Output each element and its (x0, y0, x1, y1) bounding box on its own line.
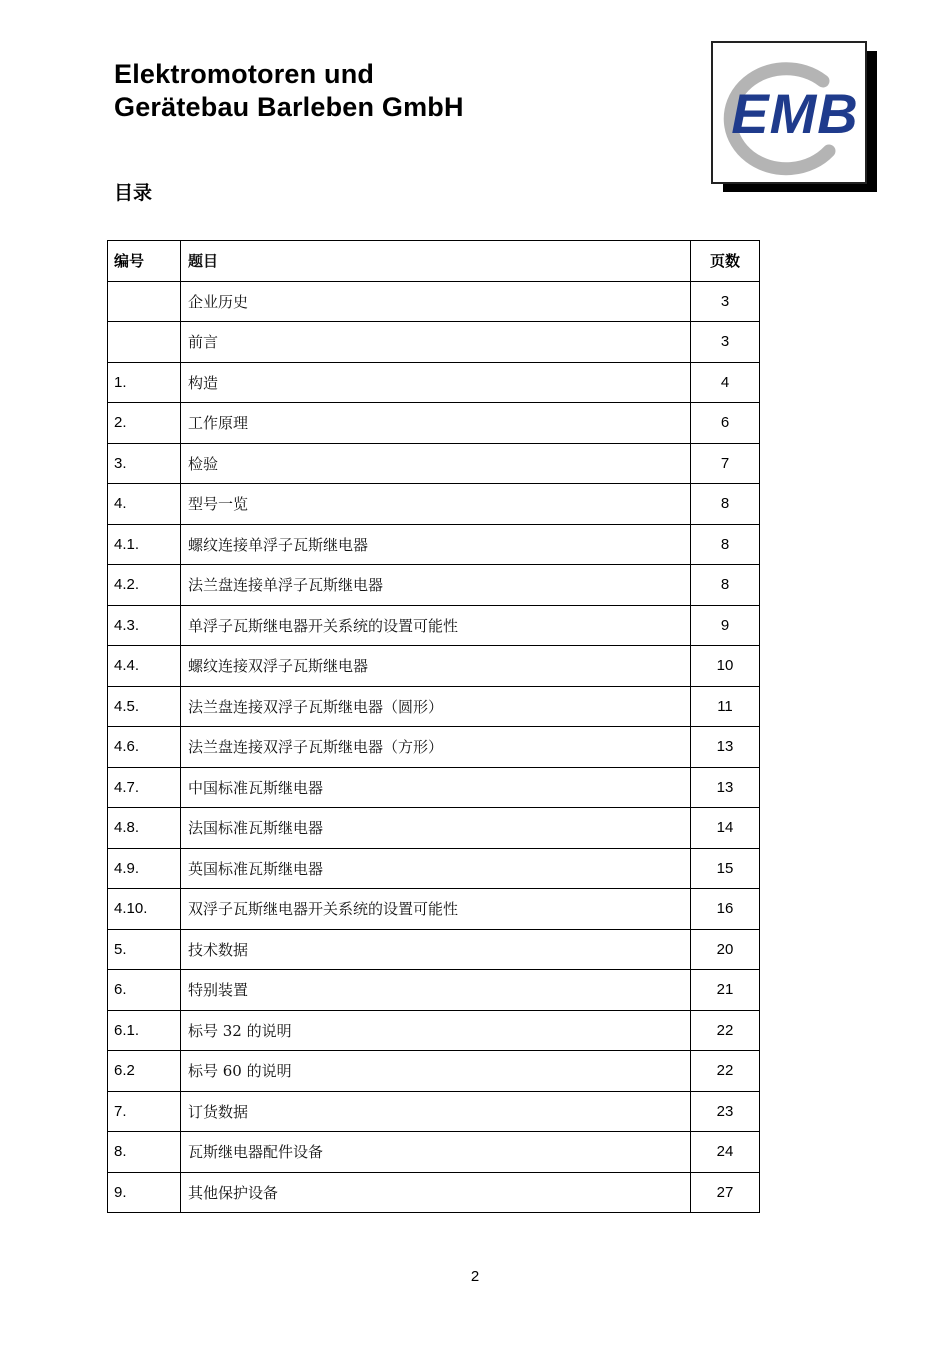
row-page: 22 (691, 1010, 760, 1051)
row-page: 13 (691, 767, 760, 808)
table-row (108, 970, 760, 1011)
row-number: 4.5. (108, 686, 181, 727)
toc-header-row (108, 241, 760, 282)
table-row (108, 1091, 760, 1132)
table-row (108, 1172, 760, 1213)
row-number: 4. (108, 484, 181, 525)
table-row (108, 1010, 760, 1051)
row-number: 4.4. (108, 646, 181, 687)
table-row (108, 524, 760, 565)
row-title: 特别装置 (181, 970, 691, 1011)
row-number: 4.9. (108, 848, 181, 889)
table-row (108, 929, 760, 970)
row-number: 4.7. (108, 767, 181, 808)
row-page: 3 (691, 322, 760, 363)
row-number: 4.6. (108, 727, 181, 768)
table-row (108, 686, 760, 727)
row-title: 标号 32 的说明 (181, 1010, 691, 1051)
row-title: 前言 (181, 322, 691, 363)
table-row (108, 889, 760, 930)
logo-text: EMB (731, 82, 859, 145)
header-page: 页数 (691, 241, 760, 282)
company-name-line-1: Elektromotoren und (114, 59, 375, 89)
table-row (108, 281, 760, 322)
emb-logo (711, 41, 867, 184)
row-title: 型号一览 (181, 484, 691, 525)
row-page: 8 (691, 565, 760, 606)
table-row (108, 1051, 760, 1092)
row-title: 工作原理 (181, 403, 691, 444)
row-page: 8 (691, 524, 760, 565)
table-row (108, 565, 760, 606)
table-row (108, 403, 760, 444)
toc-table (107, 240, 760, 1213)
row-number: 6.2 (108, 1051, 181, 1092)
row-number: 4.1. (108, 524, 181, 565)
row-title: 单浮子瓦斯继电器开关系统的设置可能性 (181, 605, 691, 646)
table-row (108, 605, 760, 646)
row-page: 21 (691, 970, 760, 1011)
row-title: 其他保护设备 (181, 1172, 691, 1213)
table-row (108, 322, 760, 363)
row-title: 中国标准瓦斯继电器 (181, 767, 691, 808)
table-row (108, 727, 760, 768)
row-title: 构造 (181, 362, 691, 403)
row-page: 14 (691, 808, 760, 849)
row-page: 9 (691, 605, 760, 646)
row-title: 螺纹连接双浮子瓦斯继电器 (181, 646, 691, 687)
table-row (108, 646, 760, 687)
row-page: 10 (691, 646, 760, 687)
row-number: 4.8. (108, 808, 181, 849)
row-page: 24 (691, 1132, 760, 1173)
row-number: 8. (108, 1132, 181, 1173)
row-page: 27 (691, 1172, 760, 1213)
row-number: 7. (108, 1091, 181, 1132)
row-title: 法兰盘连接双浮子瓦斯继电器（方形） (181, 727, 691, 768)
row-title: 法兰盘连接单浮子瓦斯继电器 (181, 565, 691, 606)
row-title: 英国标准瓦斯继电器 (181, 848, 691, 889)
row-title: 瓦斯继电器配件设备 (181, 1132, 691, 1173)
row-number: 6. (108, 970, 181, 1011)
header-number: 编号 (108, 241, 181, 282)
row-title: 螺纹连接单浮子瓦斯继电器 (181, 524, 691, 565)
row-page: 8 (691, 484, 760, 525)
row-title: 订货数据 (181, 1091, 691, 1132)
table-row (108, 362, 760, 403)
toc-heading: 目录 (114, 182, 153, 204)
row-page: 23 (691, 1091, 760, 1132)
row-number: 2. (108, 403, 181, 444)
row-page: 3 (691, 281, 760, 322)
table-row (108, 484, 760, 525)
row-number: 4.3. (108, 605, 181, 646)
table-row (108, 1132, 760, 1173)
row-title: 检验 (181, 443, 691, 484)
row-page: 13 (691, 727, 760, 768)
row-number: 9. (108, 1172, 181, 1213)
company-name (114, 58, 464, 124)
row-page: 4 (691, 362, 760, 403)
row-title: 法兰盘连接双浮子瓦斯继电器（圆形） (181, 686, 691, 727)
row-number: 1. (108, 362, 181, 403)
row-page: 6 (691, 403, 760, 444)
table-row (108, 848, 760, 889)
table-row (108, 767, 760, 808)
company-name-line-2: Gerätebau Barleben GmbH (114, 92, 464, 122)
row-page: 22 (691, 1051, 760, 1092)
row-number: 5. (108, 929, 181, 970)
row-page: 15 (691, 848, 760, 889)
row-number: 4.2. (108, 565, 181, 606)
row-title: 企业历史 (181, 281, 691, 322)
row-title: 标号 60 的说明 (181, 1051, 691, 1092)
row-number (108, 322, 181, 363)
row-number: 3. (108, 443, 181, 484)
table-row (108, 443, 760, 484)
row-title: 技术数据 (181, 929, 691, 970)
page-number: 2 (470, 1268, 480, 1285)
row-title: 法国标准瓦斯继电器 (181, 808, 691, 849)
row-number (108, 281, 181, 322)
row-number: 4.10. (108, 889, 181, 930)
row-page: 20 (691, 929, 760, 970)
row-title: 双浮子瓦斯继电器开关系统的设置可能性 (181, 889, 691, 930)
emb-logo-graphic (711, 41, 867, 184)
header-title: 题目 (181, 241, 691, 282)
row-page: 11 (691, 686, 760, 727)
table-row (108, 808, 760, 849)
row-page: 7 (691, 443, 760, 484)
row-page: 16 (691, 889, 760, 930)
row-number: 6.1. (108, 1010, 181, 1051)
